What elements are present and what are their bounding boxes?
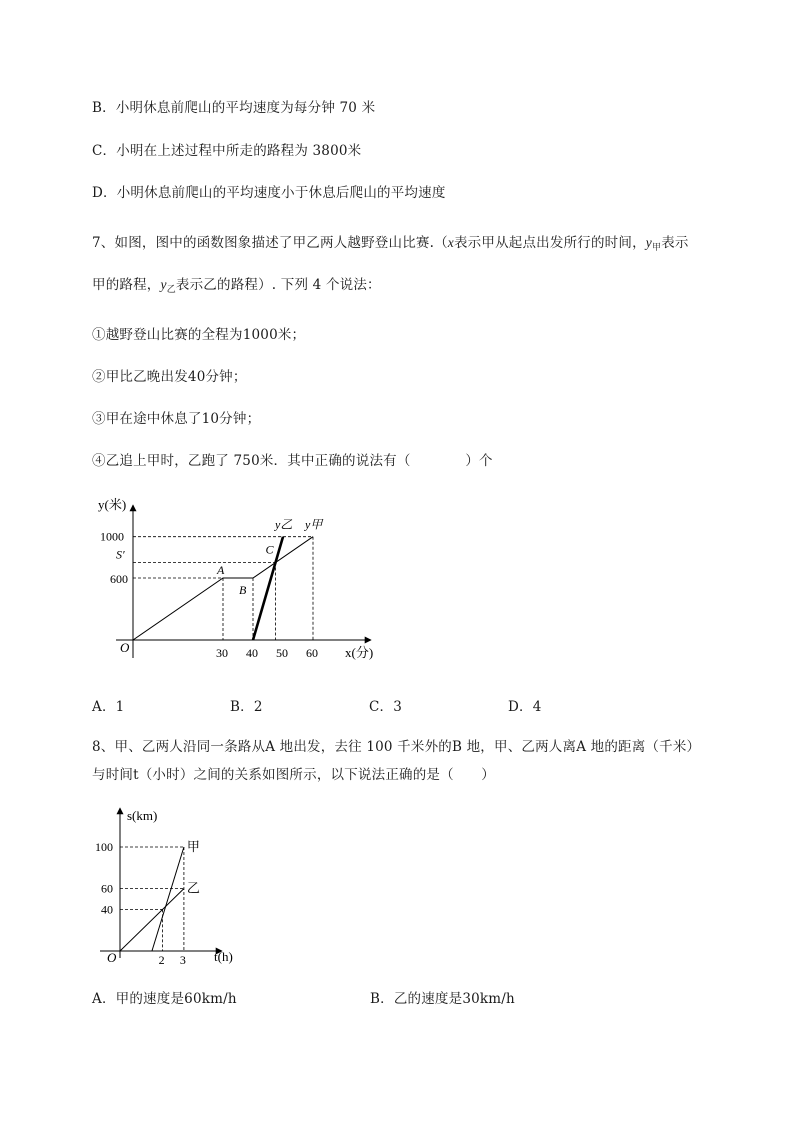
q6-option-d: D．小明休息前爬山的平均速度小于休息后爬山的平均速度 — [92, 185, 446, 201]
q8-option-a: A．甲的速度是60km/h — [92, 991, 237, 1007]
chart-distance-time — [90, 800, 250, 970]
point-label-b: B — [239, 583, 247, 598]
x-axis-label: x(分) — [345, 645, 374, 660]
series-line-jia — [152, 847, 184, 951]
chart-race-graph — [86, 490, 386, 670]
q7-option-c: C．3 — [369, 699, 403, 715]
y-tick-label: 40 — [101, 902, 113, 917]
q7-option-b: B．2 — [230, 699, 263, 715]
series-label-y-yi: y乙 — [275, 517, 293, 532]
q7-option-a: A．1 — [92, 699, 125, 715]
q7-stem-line2: 甲的路程，$y_乙$表示乙的路程）. 下列 4 个说法： — [92, 277, 381, 295]
x-tick-label: 60 — [306, 646, 318, 660]
x-axis-label: t(h) — [214, 949, 233, 964]
q8-stem-line2: 与时间t（小时）之间的关系如图所示，以下说法正确的是（ ） — [92, 767, 495, 783]
q7-statement-2: ②甲比乙晚出发40分钟； — [92, 369, 247, 385]
y-tick-label: 600 — [110, 572, 128, 587]
q6-option-c: C．小明在上述过程中所走的路程为 3800米 — [92, 143, 362, 159]
q7-statement-3: ③甲在途中休息了10分钟； — [92, 411, 261, 427]
series-line-yi — [120, 889, 184, 951]
origin-label: O — [107, 950, 117, 965]
x-tick-label: 40 — [246, 646, 258, 660]
point-label-c: C — [265, 542, 274, 557]
series-label-y-jia: y甲 — [305, 517, 323, 532]
q7-statement-1: ①越野登山比赛的全程为1000米； — [92, 327, 306, 343]
x-tick-label: 2 — [158, 953, 165, 967]
origin-label: O — [120, 640, 130, 655]
q7-option-d: D．4 — [508, 699, 542, 715]
series-label-jia: 甲 — [186, 839, 200, 854]
q7-stem-line1: 7、如图，图中的函数图象描述了甲乙两人越野登山比赛.（x表示甲从起点出发所行的时间，$y_甲$表示 — [92, 235, 689, 253]
y-tick-label: 60 — [101, 881, 113, 896]
y-tick-label: 100 — [95, 840, 113, 854]
x-tick-label: 30 — [216, 646, 228, 660]
x-tick-label: 50 — [276, 646, 288, 660]
y-axis-label: s(km) — [127, 808, 158, 823]
q6-option-b: B．小明休息前爬山的平均速度为每分钟 70 米 — [92, 100, 376, 116]
q8-stem-line1: 8、甲、乙两人沿同一条路从A 地出发，去往 100 千米外的B 地，甲、乙两人离A 地的距离（千米） — [92, 739, 701, 755]
y-axis-label: y(米) — [98, 497, 127, 512]
y-tick-label: 1000 — [100, 529, 124, 544]
x-tick-label: 3 — [179, 953, 186, 967]
y-tick-label: S′ — [116, 547, 125, 562]
point-label-a: A — [217, 563, 225, 578]
series-label-yi: 乙 — [186, 880, 200, 896]
q8-option-b: B．乙的速度是30km/h — [370, 991, 515, 1007]
q7-statement-4: ④乙追上甲时，乙跑了 750米．其中正确的说法有（ ）个 — [92, 453, 493, 469]
